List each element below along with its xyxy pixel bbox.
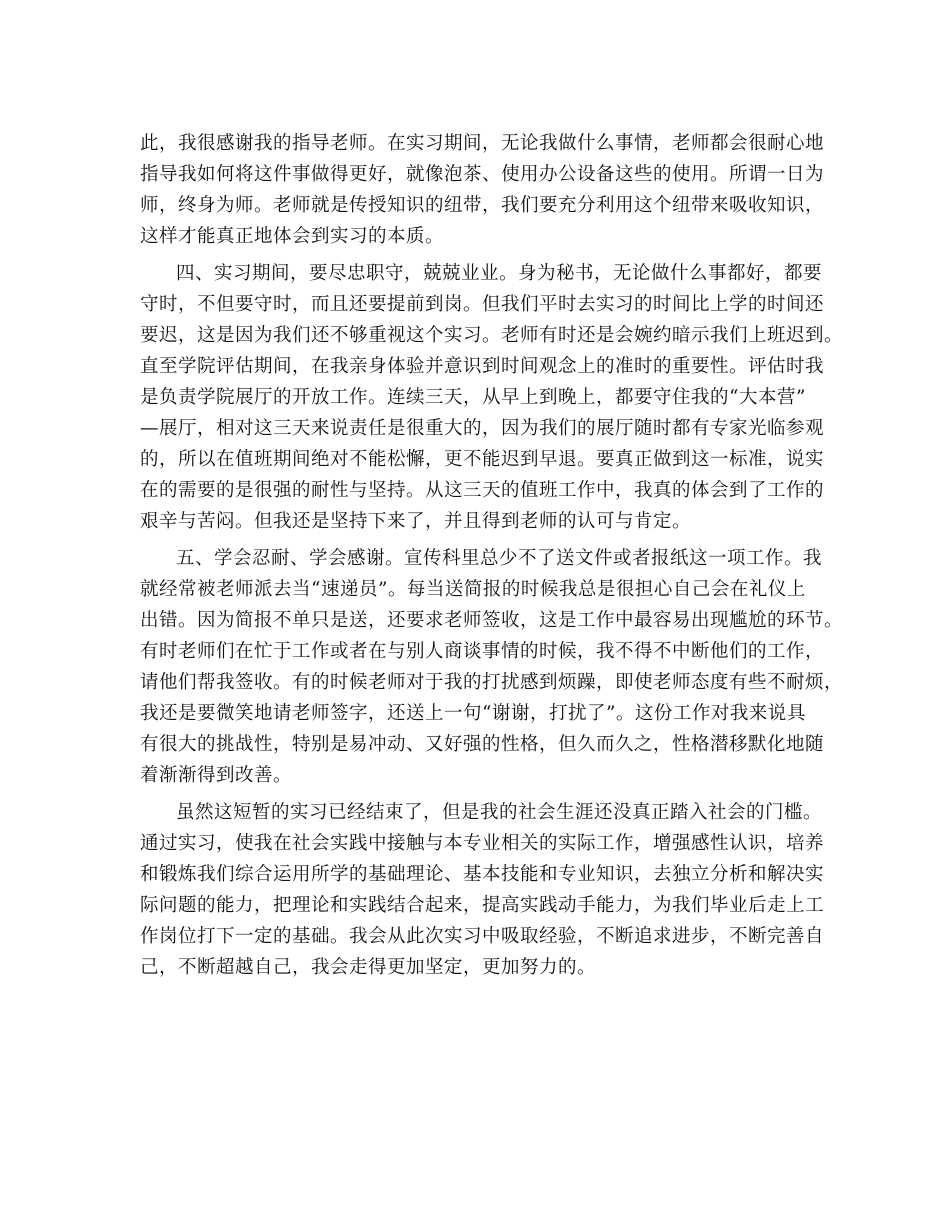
text-line: 四、实习期间，要尽忠职守，兢兢业业。身为秘书，无论做什么事都好，都要 [176, 263, 823, 284]
text-line: 和锻炼我们综合运用所学的基础理论、基本技能和专业知识，去独立分析和解决实 [140, 864, 825, 885]
text-line: 作岗位打下一定的基础。我会从此次实习中吸取经验，不断追求进步，不断完善自 [140, 926, 825, 947]
text-line: 就经常被老师派去当“速递员”。每当送简报的时候我总是很担心自己会在礼仪上 [140, 579, 806, 600]
text-line: 虽然这短暂的实习已经结束了，但是我的社会生涯还没真正踏入社会的门槛。 [176, 802, 823, 823]
text-line: 有很大的挑战性，特别是易冲动、又好强的性格，但久而久之，性格潜移默化地随 [140, 734, 825, 755]
text-line: 要迟，这是因为我们还不够重视这个实习。老师有时还是会婉约暗示我们上班迟到。 [140, 325, 844, 346]
text-line: —展厅，相对这三天来说责任是很重大的，因为我们的展厅随时都有专家光临参观 [140, 418, 825, 439]
text-line: 通过实习，使我在社会实践中接触与本专业相关的实际工作，增强感性认识，培养 [140, 833, 825, 854]
text-line: 艰辛与苦闷。但我还是坚持下来了，并且得到老师的认可与肯定。 [140, 511, 692, 532]
text-line: 这样才能真正地体会到实习的本质。 [140, 226, 445, 247]
text-line: 我还是要微笑地请老师签字，还送上一句“谢谢，打扰了”。这份工作对我来说具 [140, 703, 806, 724]
paragraph-1 [140, 128, 830, 252]
document-body [140, 128, 844, 983]
text-line: 是负责学院展厅的开放工作。连续三天，从早上到晚上，都要守住我的“大本营” [140, 387, 806, 408]
text-line: 请他们帮我签收。有的时候老师对于我的打扰感到烦躁，即使老师态度有些不耐烦， [140, 672, 844, 693]
text-line: 师，终身为师。老师就是传授知识的纽带，我们要充分利用这个纽带来吸收知识， [140, 195, 825, 216]
paragraph-3 [140, 543, 844, 791]
text-line: 守时，不但要守时，而且还要提前到岗。但我们平时去实习的时间比上学的时间还 [140, 294, 825, 315]
text-line: 的，所以在值班期间绝对不能松懈，更不能迟到早退。要真正做到这一标准，说实 [140, 449, 825, 470]
text-line: 己，不断超越自己，我会走得更加坚定，更加努力的。 [140, 957, 597, 978]
text-line: 际问题的能力，把理论和实践结合起来，提高实践动手能力，为我们毕业后走上工 [140, 895, 825, 916]
paragraph-4 [140, 797, 830, 983]
text-line: 直至学院评估期间，在我亲身体验并意识到时间观念上的准时的重要性。评估时我 [140, 356, 825, 377]
text-line: 出错。因为简报不单只是送，还要求老师签收，这是工作中最容易出现尴尬的环节。 [140, 610, 844, 631]
text-line: 着渐渐得到改善。 [140, 765, 293, 786]
paragraph-2 [140, 258, 844, 537]
text-line: 五、学会忍耐、学会感谢。宣传科里总少不了送文件或者报纸这一项工作。我 [176, 548, 823, 569]
text-line: 在的需要的是很强的耐性与坚持。从这三天的值班工作中，我真的体会到了工作的 [140, 480, 825, 501]
text-line: 此，我很感谢我的指导老师。在实习期间，无论我做什么事情，老师都会很耐心地 [140, 133, 825, 154]
text-line: 有时老师们在忙于工作或者在与别人商谈事情的时候，我不得不中断他们的工作， [140, 641, 825, 662]
text-line: 指导我如何将这件事做得更好，就像泡茶、使用办公设备这些的使用。所谓一日为 [140, 164, 825, 185]
